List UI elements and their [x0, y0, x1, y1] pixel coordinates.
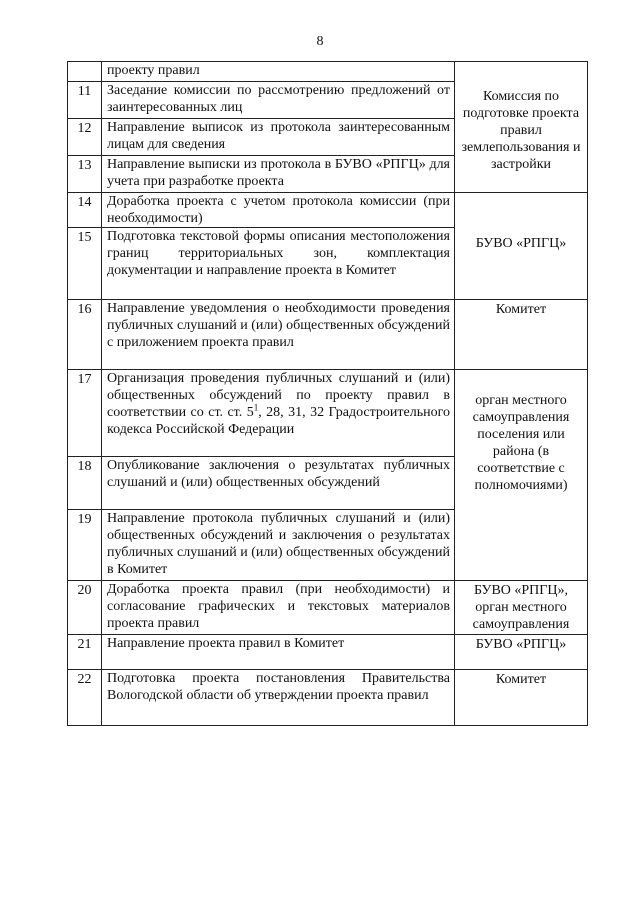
row-description: Заседание комиссии по рассмотрению предложений от заинтересованных лиц: [102, 82, 455, 119]
responsible-text: БУВО «РПГЦ»: [475, 236, 567, 251]
row-number: 12: [77, 121, 92, 136]
row-description: Опубликование заключения о результатах публичных слушаний и (или) общественных обсуждений: [102, 457, 455, 510]
responsible-cell: [455, 193, 588, 300]
responsible-text: Комитет: [495, 302, 547, 317]
responsible-cell: [455, 670, 588, 726]
row-description: [102, 370, 455, 457]
responsible-cell: [455, 581, 588, 635]
row-number: 21: [77, 637, 92, 652]
row-number: 19: [77, 512, 92, 527]
table-row: [68, 193, 588, 228]
row-description: Направление протокола публичных слушаний и (или) общественных обсуждений и заключения о результатах публичных слушаний и (или) общественных обсуждений в Комитет: [102, 510, 455, 581]
row-description: Подготовка текстовой формы описания местоположения границ территориальных зон, комплектация документации и направление проекта в Комитет: [102, 228, 455, 300]
responsible-text: БУВО «РПГЦ»: [475, 637, 567, 652]
responsible-text: БУВО «РПГЦ», орган местного самоуправления: [472, 583, 570, 632]
row-text-start: Организация проведения публичных слушаний и (или) общественных обсуждений по проекту правил в соответствии со ст. ст. 5: [107, 371, 450, 420]
responsible-cell: [455, 62, 588, 193]
row-number: [68, 62, 102, 82]
table-row: [68, 581, 588, 635]
responsible-cell: [455, 300, 588, 370]
row-description: Доработка проекта правил (при необходимости) и согласование графических и текстовых материалов проекта правил: [102, 581, 455, 635]
row-description: Доработка проекта с учетом протокола комиссии (при необходимости): [102, 193, 455, 228]
page-number: 8: [316, 34, 324, 49]
row-description: Подготовка проекта постановления Правительства Вологодской области об утверждении проекта правил: [102, 670, 455, 726]
responsible-text: Комитет: [495, 672, 547, 687]
procedure-table: [67, 61, 588, 726]
row-number: 14: [77, 195, 92, 210]
row-number: 17: [77, 372, 92, 387]
responsible-text: Комиссия по подготовке проекта правил землепользования и застройки: [461, 89, 581, 172]
table-row: [68, 635, 588, 670]
row-description: Направление проекта правил в Комитет: [102, 635, 455, 670]
responsible-text: орган местного самоуправления поселения или района (в соответствие с полномочиями): [472, 393, 570, 493]
row-text-end: , 28, 31, 32 Градостроительного кодекса Российской Федерации: [107, 405, 450, 437]
row-number: 20: [77, 583, 92, 598]
responsible-cell: [455, 635, 588, 670]
table-row: [68, 62, 588, 82]
table-row: [68, 370, 588, 457]
row-number: 11: [77, 84, 92, 99]
table-row: [68, 300, 588, 370]
row-text-superscript: 1: [253, 402, 259, 413]
row-description: Направление выписки из протокола в БУВО «РПГЦ» для учета при разработке проекта: [102, 156, 455, 193]
row-description: Направление уведомления о необходимости проведения публичных слушаний и (или) общественных обсуждений с приложением проекта правил: [102, 300, 455, 370]
row-number: 15: [77, 230, 92, 245]
table-row: [68, 670, 588, 726]
row-description: Направление выписок из протокола заинтересованным лицам для сведения: [102, 119, 455, 156]
responsible-cell: [455, 370, 588, 581]
row-number: 13: [77, 158, 92, 173]
row-number: 22: [77, 672, 92, 687]
row-number: 16: [77, 302, 92, 317]
row-number: 18: [77, 459, 92, 474]
row-description: проекту правил: [102, 62, 455, 82]
